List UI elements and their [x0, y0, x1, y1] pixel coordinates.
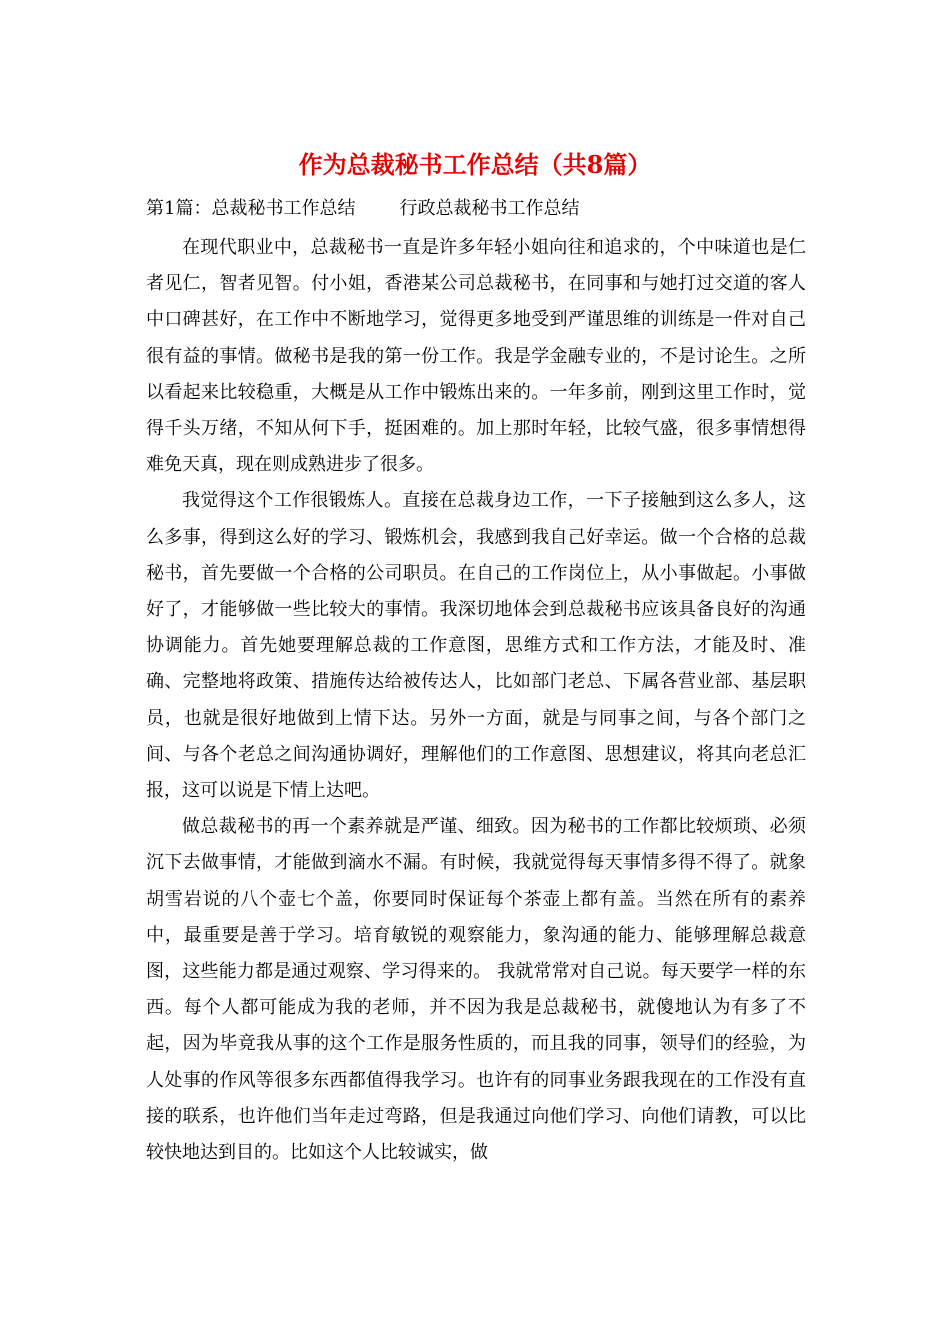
body-paragraph-2: 我觉得这个工作很锻炼人。直接在总裁身边工作，一下子接触到这么多人，这么多事，得到这么好的学习、锻炼机会，我感到我自己好幸运。做一个合格的总裁秘书，首先要做一个合格的公司职员。在自己的工作岗位上，从小事做起。小事做好了，才能够做一些比较大的事情。我深切地体会到总裁秘书应该具备良好的沟通协调能力。首先她要理解总裁的工作意图，思维方式和工作方法，才能及时、准确、完整地将政策、措施传达给被传达人，比如部门老总、下属各营业部、基层职员，也就是很好地做到上情下达。另外一方面，就是与同事之间，与各个部门之间、与各个老总之间沟通协调好，理解他们的工作意图、思想建议，将其向老总汇报，这可以说是下情上达吧。 [146, 490, 806, 802]
subtitle-part-1: 第1篇：总裁秘书工作总结 [146, 198, 356, 219]
document-subtitle [146, 195, 826, 223]
subtitle-part-2: 行政总裁秘书工作总结 [399, 198, 580, 219]
document-title: 作为总裁秘书工作总结（共8篇） [298, 150, 652, 179]
body-paragraph-3: 做总裁秘书的再一个素养就是严谨、细致。因为秘书的工作都比较烦琐、必须沉下去做事情，才能做到滴水不漏。有时候，我就觉得每天事情多得不得了。就象胡雪岩说的八个壶七个盖，你要同时保证每个茶壶上都有盖。当然在所有的素养中，最重要是善于学习。培育敏锐的观察能力，象沟通的能力、能够理解总裁意图，这些能力都是通过观察、学习得来的。 我就常常对自己说。每天要学一样的东西。每个人都可能成为我的老师，并不因为我是总裁秘书，就傻地认为有多了不起，因为毕竟我从事的这个工作是服务性质的，而且我的同事，领导们的经验，为人处事的作风等很多东西都值得我学习。也许有的同事业务跟我现在的工作没有直接的联系，也许他们当年走过弯路，但是我通过向他们学习、向他们请教，可以比较快地达到目的。比如这个人比较诚实，做 [146, 816, 806, 1164]
body-paragraph-1: 在现代职业中，总裁秘书一直是许多年轻小姐向往和追求的，个中味道也是仁者见仁，智者见智。付小姐，香港某公司总裁秘书，在同事和与她打过交道的客人中口碑甚好，在工作中不断地学习，觉得更多地受到严谨思维的训练是一件对自己很有益的事情。做秘书是我的第一份工作。我是学金融专业的，不是讨论生。之所以看起来比较稳重，大概是从工作中锻炼出来的。一年多前，刚到这里工作时，觉得千头万绪，不知从何下手，挺困难的。加上那时年轻，比较气盛，很多事情想得难免天真，现在则成熟进步了很多。 [146, 237, 806, 476]
document-body [146, 230, 806, 1171]
